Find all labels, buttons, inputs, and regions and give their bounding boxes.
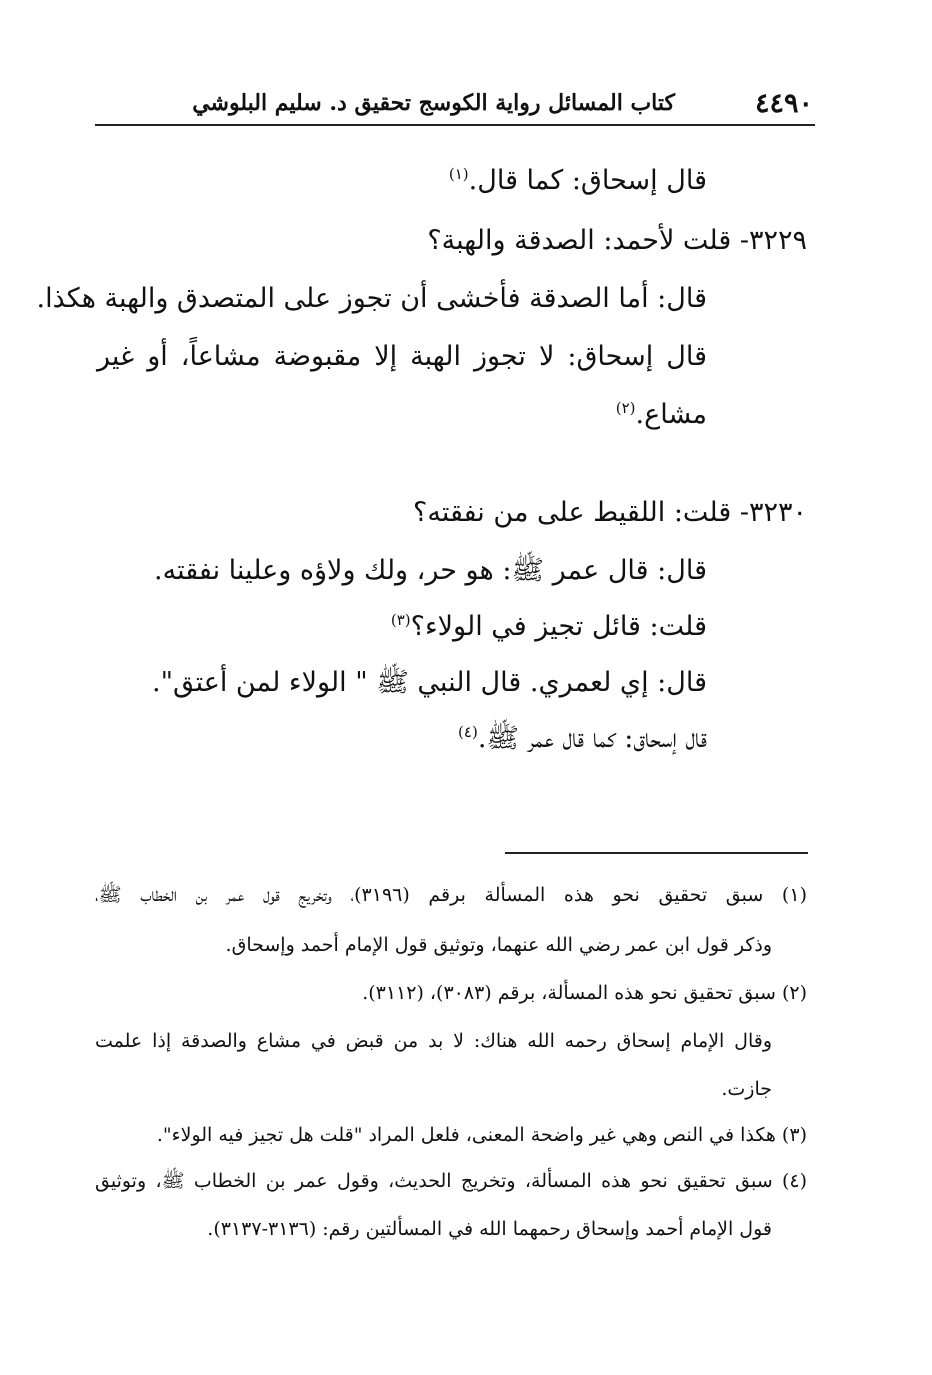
text-line-4: قال إسحاق: لا تجوز الهبة إلا مقبوضة مشاعاً، أو غير [97,341,707,372]
text-line-5: مشاع.$^{(٢)}$ [615,399,707,430]
footnote-1: (١) سبق تحقيق نحو هذه المسألة برقم (٣١٩٦)، وتخريج قول عمر بن الخطاب ﷺ، [95,884,807,906]
footnote-ref-2: (٢) [615,399,636,417]
text-line-10: قال إسحاق: كما قال عمر ﷺ.$^{(٤)}$ [458,723,707,754]
footnote-4-continued: قول الإمام أحمد وإسحاق رحمهما الله في المسألتين رقم: (٣١٣٦-٣١٣٧). [207,1218,772,1240]
text-line-1: قال إسحاق: كما قال.$^{(١)}$ [448,165,707,196]
text-line-8: قلت: قائل تجيز في الولاء؟$^{(٣)}$ [390,611,707,642]
footnote-ref-1: (١) [448,165,469,183]
footnote-2-end: جازت. [721,1078,772,1100]
text-line-3: قال: أما الصدقة فأخشى أن تجوز على المتصدق والهبة هكذا. [36,283,707,314]
footnote-divider [505,852,808,854]
question-3229: ٣٢٢٩- قلت لأحمد: الصدقة والهبة؟ [427,225,807,256]
running-title: كتاب المسائل رواية الكوسج تحقيق د. سليم البلوشي [192,90,675,116]
footnote-4: (٤) سبق تحقيق نحو هذه المسألة، وتخريج الحديث، وقول عمر بن الخطاب ﷺ، وتوثيق [95,1170,807,1192]
page-number: ٤٤٩٠ [754,88,813,119]
footnote-2: (٢) سبق تحقيق نحو هذه المسألة، برقم (٣٠٨٣)، (٣١١٢). [362,982,807,1004]
footnote-ref-4: (٤) [458,723,478,741]
text-line-7: قال: قال عمر ﷺ: هو حر، ولك ولاؤه وعلينا نفقته. [154,555,707,586]
text-line-9: قال: إي لعمري. قال النبي ﷺ " الولاء لمن أعتق". [152,667,707,698]
footnote-3: (٣) هكذا في النص وهي غير واضحة المعنى، فلعل المراد "قلت هل تجيز فيه الولاء". [156,1124,807,1146]
page-header [95,84,815,126]
footnote-1-continued: وذكر قول ابن عمر رضي الله عنهما، وتوثيق قول الإمام أحمد وإسحاق. [225,934,772,956]
question-3230: ٣٢٣٠- قلت: اللقيط على من نفقته؟ [413,497,807,528]
footnote-ref-3: (٣) [390,611,411,629]
footnote-2-continued: وقال الإمام إسحاق رحمه الله هناك: لا بد من قبض في مشاع والصدقة إذا علمت [95,1030,772,1052]
